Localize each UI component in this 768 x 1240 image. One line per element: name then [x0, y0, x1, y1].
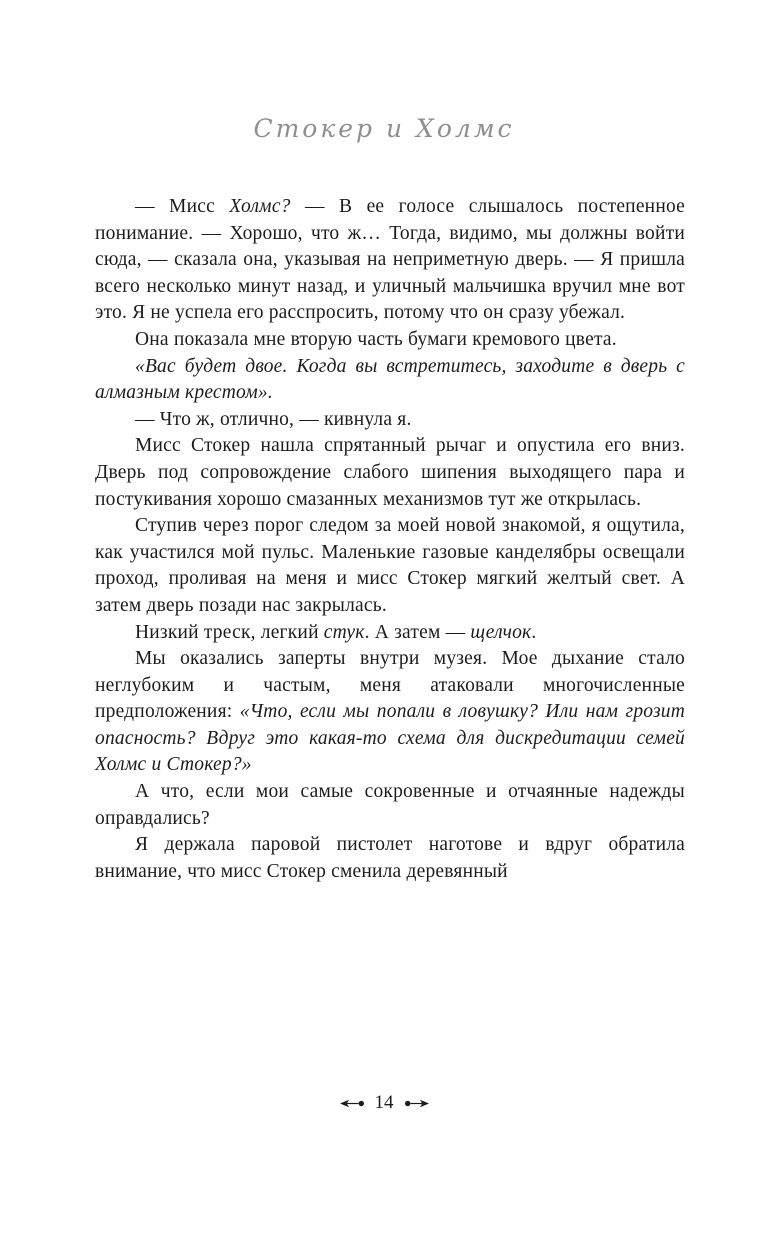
arrow-right-ornament-icon	[403, 1099, 429, 1108]
text-run: — Мисс	[135, 196, 230, 217]
text-run-italic: Холмс?	[229, 196, 291, 217]
page-body	[95, 194, 685, 885]
text-run: — Что ж, отлично, — кивнула я.	[135, 408, 412, 430]
page-number: 14	[374, 1092, 394, 1113]
text-run: .	[531, 621, 537, 643]
paragraph	[95, 513, 685, 619]
text-run: Она показала мне вторую часть бумаги кремового цвета.	[135, 328, 617, 350]
paragraph	[95, 646, 685, 779]
text-run-italic: «Вас будет двое. Когда вы встретитесь, заходите в дверь с алмазным крестом».	[95, 355, 685, 404]
paragraph	[95, 354, 685, 407]
paragraph	[95, 779, 685, 832]
paragraph	[95, 832, 685, 885]
text-run: Мы оказались заперты внутри музея. Мое дыхание стало неглубоким и частым, меня атаковали многочисленные предположения:	[95, 648, 685, 723]
text-run: Ступив через порог следом за моей новой знакомой, я ощутила, как участился мой пульс. Маленькие газовые канделябры освещали проход, проливая на меня и мисс Стокер мягкий желтый свет. А затем дверь позади нас закрылась.	[95, 515, 685, 616]
paragraph	[95, 194, 685, 327]
text-run: Низкий треск, легкий	[135, 621, 324, 643]
text-run: Я держала паровой пистолет наготове и вдруг обратила внимание, что мисс Стокер сменила деревянный	[95, 834, 685, 882]
paragraph	[95, 327, 685, 354]
text-run-italic: стук	[323, 621, 365, 643]
text-run: — В ее голосе слышалось постепенное понимание. — Хорошо, что ж… Тогда, видимо, мы должны войти сюда, — сказала она, указывая на неприметную дверь. — Я пришла всего несколько минут назад, и уличный мальчишка вручил мне вот это. Я не успела его расспросить, потому что он сразу убежал.	[95, 196, 685, 324]
paragraph	[95, 407, 685, 434]
text-run: . А затем —	[364, 621, 471, 643]
paragraph	[95, 620, 685, 647]
page-footer	[0, 1092, 768, 1114]
text-run: Мисс Стокер нашла спрятанный рычаг и опустила его вниз. Дверь под сопровождение слабого шипения выходящего пара и постукивания хорошо смазанных механизмов тут же открылась.	[95, 435, 685, 510]
paragraph	[95, 433, 685, 513]
running-head-title: Стокер и Холмс	[253, 114, 515, 143]
text-run-italic: «Что, если мы попали в ловушку? Или нам грозит опасность? Вдруг это какая-то схема для дискредитации семей Холмс и Стокер?»	[95, 701, 686, 776]
arrow-left-ornament-icon	[340, 1099, 366, 1108]
text-run-italic: щелчок	[470, 621, 532, 643]
text-run: А что, если мои самые сокровенные и отчаянные надежды оправдались?	[95, 781, 685, 829]
